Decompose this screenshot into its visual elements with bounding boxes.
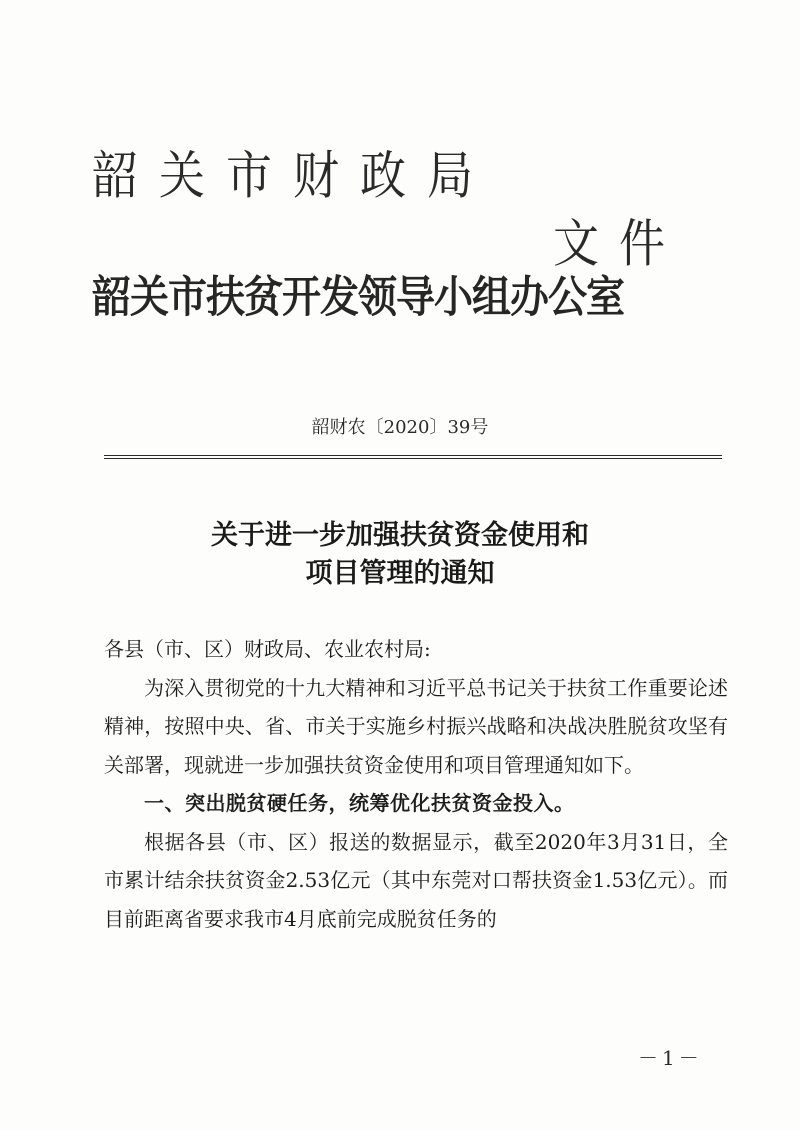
document-body bbox=[104, 630, 728, 938]
letterhead-document-word: 文件 bbox=[553, 213, 685, 274]
section-heading-1: 一、突出脱贫硬任务，统筹优化扶贫资金投入。 bbox=[144, 791, 575, 815]
letterhead-divider bbox=[104, 455, 722, 459]
letterhead-issuer-poverty-office: 韶关市扶贫开发领导小组办公室 bbox=[92, 272, 625, 324]
document-number: 韶财农〔2020〕39号 bbox=[311, 417, 489, 438]
body-paragraph-1: 为深入贯彻党的十九大精神和习近平总书记关于扶贫工作重要论述精神，按照中央、省、市关于实施乡村振兴战略和决战决胜脱贫攻坚有关部署，现就进一步加强扶贫资金使用和项目管理通知如下。 bbox=[104, 675, 728, 777]
document-title bbox=[0, 517, 800, 593]
document-title-line-1: 关于进一步加强扶贫资金使用和 bbox=[211, 520, 589, 551]
letterhead-issuer-finance-bureau: 韶关市财政局 bbox=[92, 145, 494, 206]
document-title-line-2: 项目管理的通知 bbox=[305, 558, 495, 589]
page-number: －1－ bbox=[638, 1046, 703, 1070]
body-paragraph-2: 根据各县（市、区）报送的数据显示，截至2020年3月31日，全市累计结余扶贫资金2.53亿元（其中东莞对口帮扶资金1.53亿元）。而目前距离省要求我市4月底前完成脱贫任务的 bbox=[104, 829, 728, 931]
addressee: 各县（市、区）财政局、农业农村局: bbox=[104, 637, 431, 661]
